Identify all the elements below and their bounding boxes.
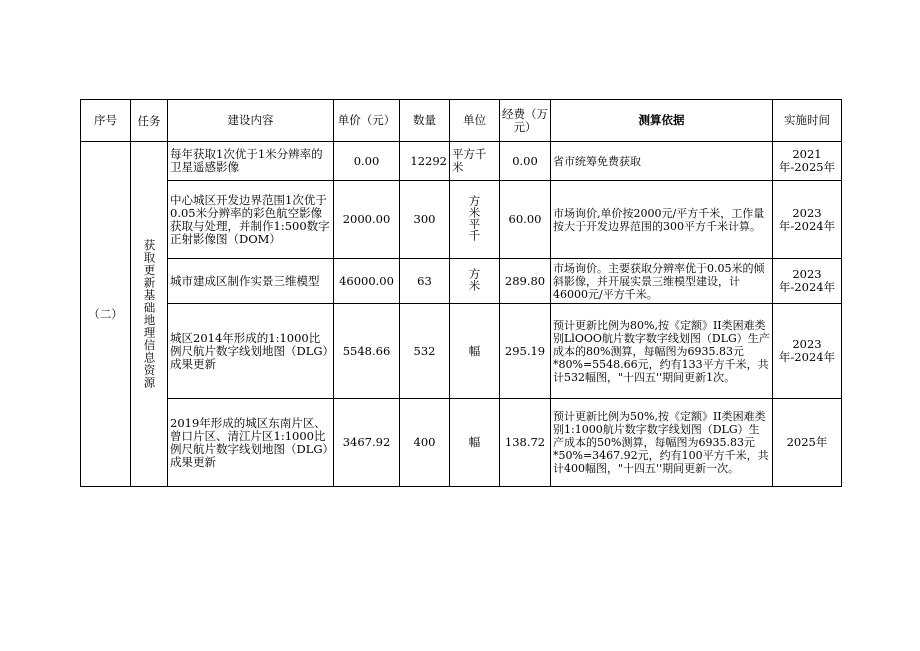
row-content: 城市建成区制作实景三维模型 [168,259,334,304]
group-seq: （二） [81,142,131,487]
row-quantity: 12292 [400,142,450,181]
row-cost: 0.00 [500,142,551,181]
row-quantity: 400 [400,399,450,487]
row-cost: 138.72 [500,399,551,487]
row-basis: 省市统筹免费获取 [551,142,773,181]
row-content: 每年获取1次优于1米分辨率的卫星遥感影像 [168,142,334,181]
row-unit-cell [450,259,500,304]
header-quantity: 数量 [400,100,450,142]
row-basis: 市场询价,单价按2000元/平方千米，工作量按大于开发边界范围的300平方千米计算。 [551,181,773,259]
header-content: 建设内容 [168,100,334,142]
row-content: 城区2014年形成的1:1000比例尺航片数字线划地图（DLG）成果更新 [168,304,334,399]
row-period: 2025年 [773,399,842,487]
row-cost: 295.19 [500,304,551,399]
row-unit-price: 0.00 [334,142,400,181]
row-period: 2021年-2025年 [773,142,842,181]
header-task: 任务 [131,100,168,142]
row-quantity: 532 [400,304,450,399]
table-row [81,399,842,487]
row-period: 2023年-2024年 [773,304,842,399]
header-seq: 序号 [81,100,131,142]
row-cost: 289.80 [500,259,551,304]
row-unit: 平方千米 [450,142,500,181]
table-row [81,259,842,304]
group-task-cell [131,142,168,487]
table-row [81,304,842,399]
row-unit: 幅 [450,304,500,399]
row-unit: 幅 [450,399,500,487]
header-row [81,100,842,142]
row-unit-cell [450,181,500,259]
row-unit: 方米 [467,268,482,291]
header-period: 实施时间 [773,100,842,142]
row-basis: 市场询价。主要获取分辨率优于0.05米的倾斜影像，并开展实景三维模型建设，计46000元/平方千米。 [551,259,773,304]
group-task: 获取更新基础地理信息资源 [142,239,157,389]
row-unit-price: 46000.00 [334,259,400,304]
row-basis: 预计更新比例为50%,按《定额》II类困难类别1:1000航片数字数字线划图（DLG）生产成本的50%测算，每幅图为6935.83元*50%=3467.92元，约有100平方千米，共计400幅图，"十四五''期间更新一次。 [551,399,773,487]
header-unit-price: 单价（元） [334,100,400,142]
row-cost: 60.00 [500,181,551,259]
row-content: 2019年形成的城区东南片区、曾口片区、清江片区1:1000比例尺航片数字线划地图（DLG）成果更新 [168,399,334,487]
row-quantity: 63 [400,259,450,304]
header-basis: 测算依据 [551,100,773,142]
row-content: 中心城区开发边界范围1次优于0.05米分辨率的彩色航空影像获取与处理，并制作1:500数字正射影像图（DOM） [168,181,334,259]
header-cost: 经费（万元） [500,100,551,142]
budget-table [80,99,842,487]
row-period: 2023年-2024年 [773,181,842,259]
table-row [81,181,842,259]
row-period: 2023年-2024年 [773,259,842,304]
row-unit-price: 2000.00 [334,181,400,259]
row-unit: 方米平千 [467,195,482,241]
row-unit-price: 5548.66 [334,304,400,399]
table-row [81,142,842,181]
row-basis: 预计更新比例为80%,按《定额》II类困难类别LlOOO航片数字数字线划图（DLG）生产成本的80%测算，每幅图为6935.83元*80%=5548.66元，约有133平方千米，共计532幅图，"十四五''期间更新1次。 [551,304,773,399]
row-quantity: 300 [400,181,450,259]
row-unit-price: 3467.92 [334,399,400,487]
header-unit: 单位 [450,100,500,142]
